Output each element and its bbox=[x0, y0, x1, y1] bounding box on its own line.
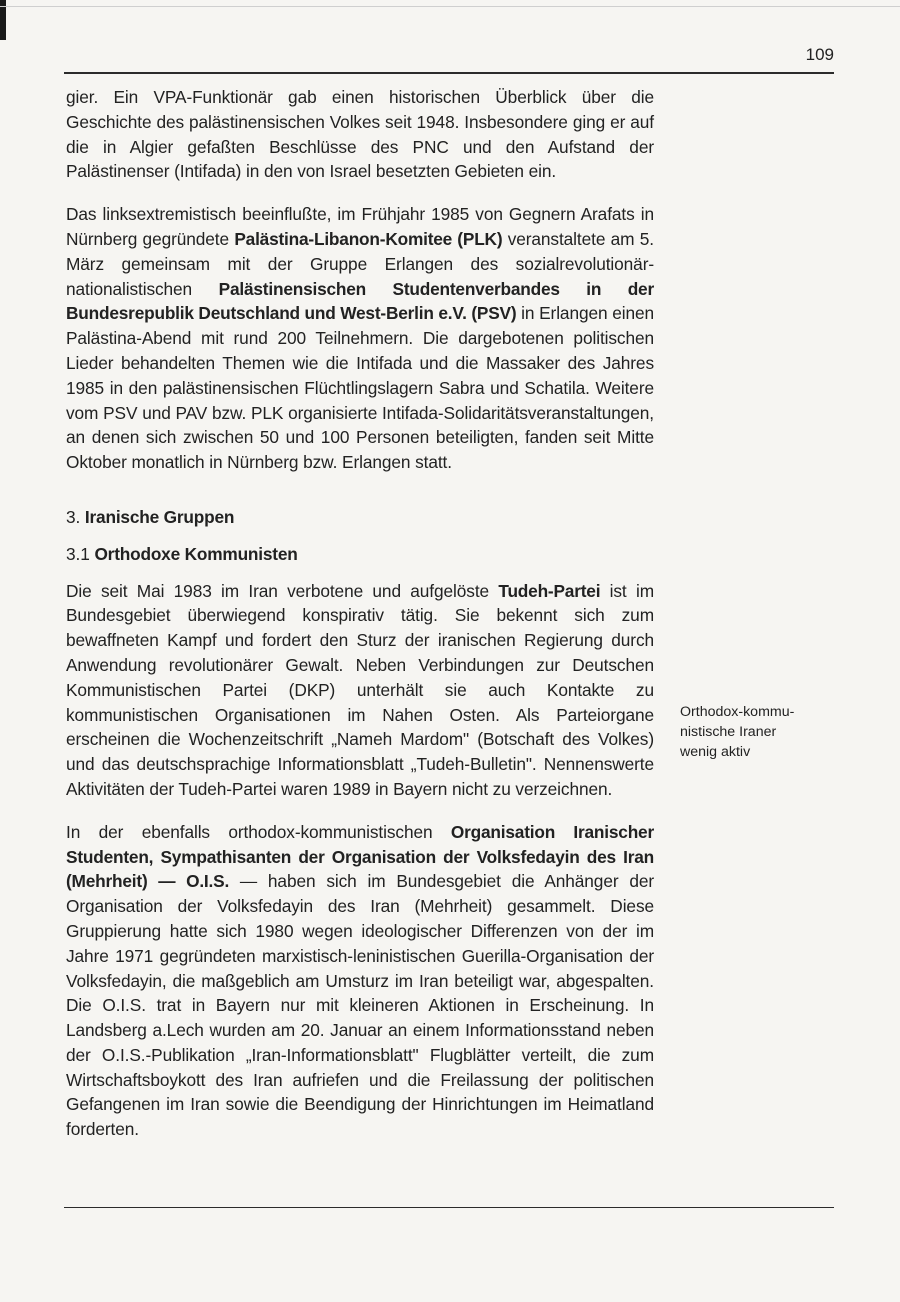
margin-note-line-2: nistische Iraner bbox=[680, 724, 777, 740]
section-heading-3 bbox=[66, 505, 654, 530]
paragraph-ois bbox=[66, 820, 654, 1142]
footer-rule bbox=[64, 1207, 834, 1208]
paragraph-plk-text-1: Das linksextremistisch beeinflußte, im Frühjahr 1985 von Gegnern Arafats in Nürnberg gegründete bbox=[66, 204, 654, 249]
paragraph-plk bbox=[66, 202, 654, 475]
org-name-psv: Palästinensischen Studentenverbandes in der Bundesrepublik Deutschland und West-Berlin e.V. (PSV) bbox=[66, 278, 654, 324]
section-number-3-1: 3.1 bbox=[66, 543, 90, 564]
section-gap bbox=[66, 475, 654, 505]
paragraph-plk-text-3: in Erlangen einen Palästina-Abend mit rund 200 Teilnehmern. Die dargebotenen politischen Lieder behandelten Themen wie die Intifada und die Massaker des Jahres 1985 in den palästinensischen Flüchtlingslagern Sabra und Schatila. Weitere vom PSV und PAV bzw. PLK organisierte Intifada-Solidaritätsveranstaltungen, an denen sich zwischen 50 und 100 Personen beteiligten, fanden seit Mitte Oktober monatlich in Nürnberg bzw. Erlangen statt. bbox=[66, 303, 654, 473]
paragraph-intro bbox=[66, 85, 654, 184]
paragraph-ois-text-1: In der ebenfalls orthodox-kommunistischen bbox=[66, 821, 451, 842]
paragraph-tudeh-text-2: ist im Bundesgebiet überwiegend konspirativ tätig. Sie bekennt sich zum bewaffneten Kampf und fordert den Sturz der iranischen Regierung durch Anwendung revolutionärer Gewalt. Neben Verbindungen zur Deutschen Kommunistischen Partei (DKP) unterhält sie auch Kontakte zu kommunistischen Organisationen im Nahen Osten. Als Parteiorgane erscheinen die Wochenzeitschrift „Nameh Mardom" (Botschaft des Volkes) und das deutschsprachige Informationsblatt „Tudeh-Bulletin". Nennenswerte Aktivitäten der Tudeh-Partei waren 1989 in Bayern nicht zu verzeichnen. bbox=[66, 580, 654, 799]
scan-top-line bbox=[0, 6, 900, 7]
main-text-column bbox=[66, 85, 654, 1160]
paragraph-tudeh-text-1: Die seit Mai 1983 im Iran verbotene und aufgelöste bbox=[66, 580, 499, 601]
org-name-ois: Organisation Iranischer Studenten, Sympathisanten der Organisation der Volksfedayin des Iran (Mehrheit) — O.I.S. bbox=[66, 821, 654, 892]
section-title-3: Iranische Gruppen bbox=[84, 506, 235, 527]
header-rule bbox=[64, 72, 834, 74]
org-name-tudeh: Tudeh-Partei bbox=[498, 580, 601, 601]
margin-note-line-3: wenig aktiv bbox=[680, 744, 751, 760]
section-number-3: 3. bbox=[66, 506, 81, 527]
paragraph-ois-text-2: — haben sich im Bundesgebiet die Anhänger der Organisation der Volksfedayin des Iran (Mehrheit) gesammelt. Diese Gruppierung hatte sich 1980 wegen ideologischer Differenzen von der im Jahre 1971 gegründeten marxistisch-leninistischen Guerilla-Organisation der Volksfedayin, die maßgeblich am Umsturz im Iran beteiligt war, abgespalten. Die O.I.S. trat in Bayern nur mit kleineren Aktionen in Erscheinung. In Landsberg a.Lech wurden am 20. Januar an einem Informationsstand neben der O.I.S.-Publikation „Iran-Informationsblatt" Flugblätter verteilt, die zum Wirtschaftsboykott des Iran aufriefen und die Freilassung der politischen Gefangenen im Iran sowie die Beendigung der Hinrichtungen im Heimatland forderten. bbox=[66, 871, 655, 1140]
paragraph-intro-text: gier. Ein VPA-Funktionär gab einen historischen Überblick über die Geschichte des palästinensischen Volkes seit 1948. Insbesondere ging er auf die in Algier gefaßten Beschlüsse des PNC und den Aufstand der Palästinenser (Intifada) in den von Israel besetzten Gebieten ein. bbox=[66, 87, 654, 182]
paragraph-tudeh bbox=[66, 579, 654, 802]
paragraph-plk-text-2: veranstaltete am 5. März gemeinsam mit der Gruppe Erlangen des sozialrevolutionär-nationalistischen bbox=[66, 228, 654, 299]
page-number: 109 bbox=[805, 45, 834, 64]
margin-note bbox=[680, 702, 830, 762]
section-title-3-1: Orthodoxe Kommunisten bbox=[94, 543, 298, 564]
org-name-plk: Palästina-Libanon-Komitee (PLK) bbox=[234, 228, 503, 249]
margin-note-line-1: Orthodox-kommu- bbox=[680, 704, 795, 720]
section-heading-3-1 bbox=[66, 542, 654, 567]
